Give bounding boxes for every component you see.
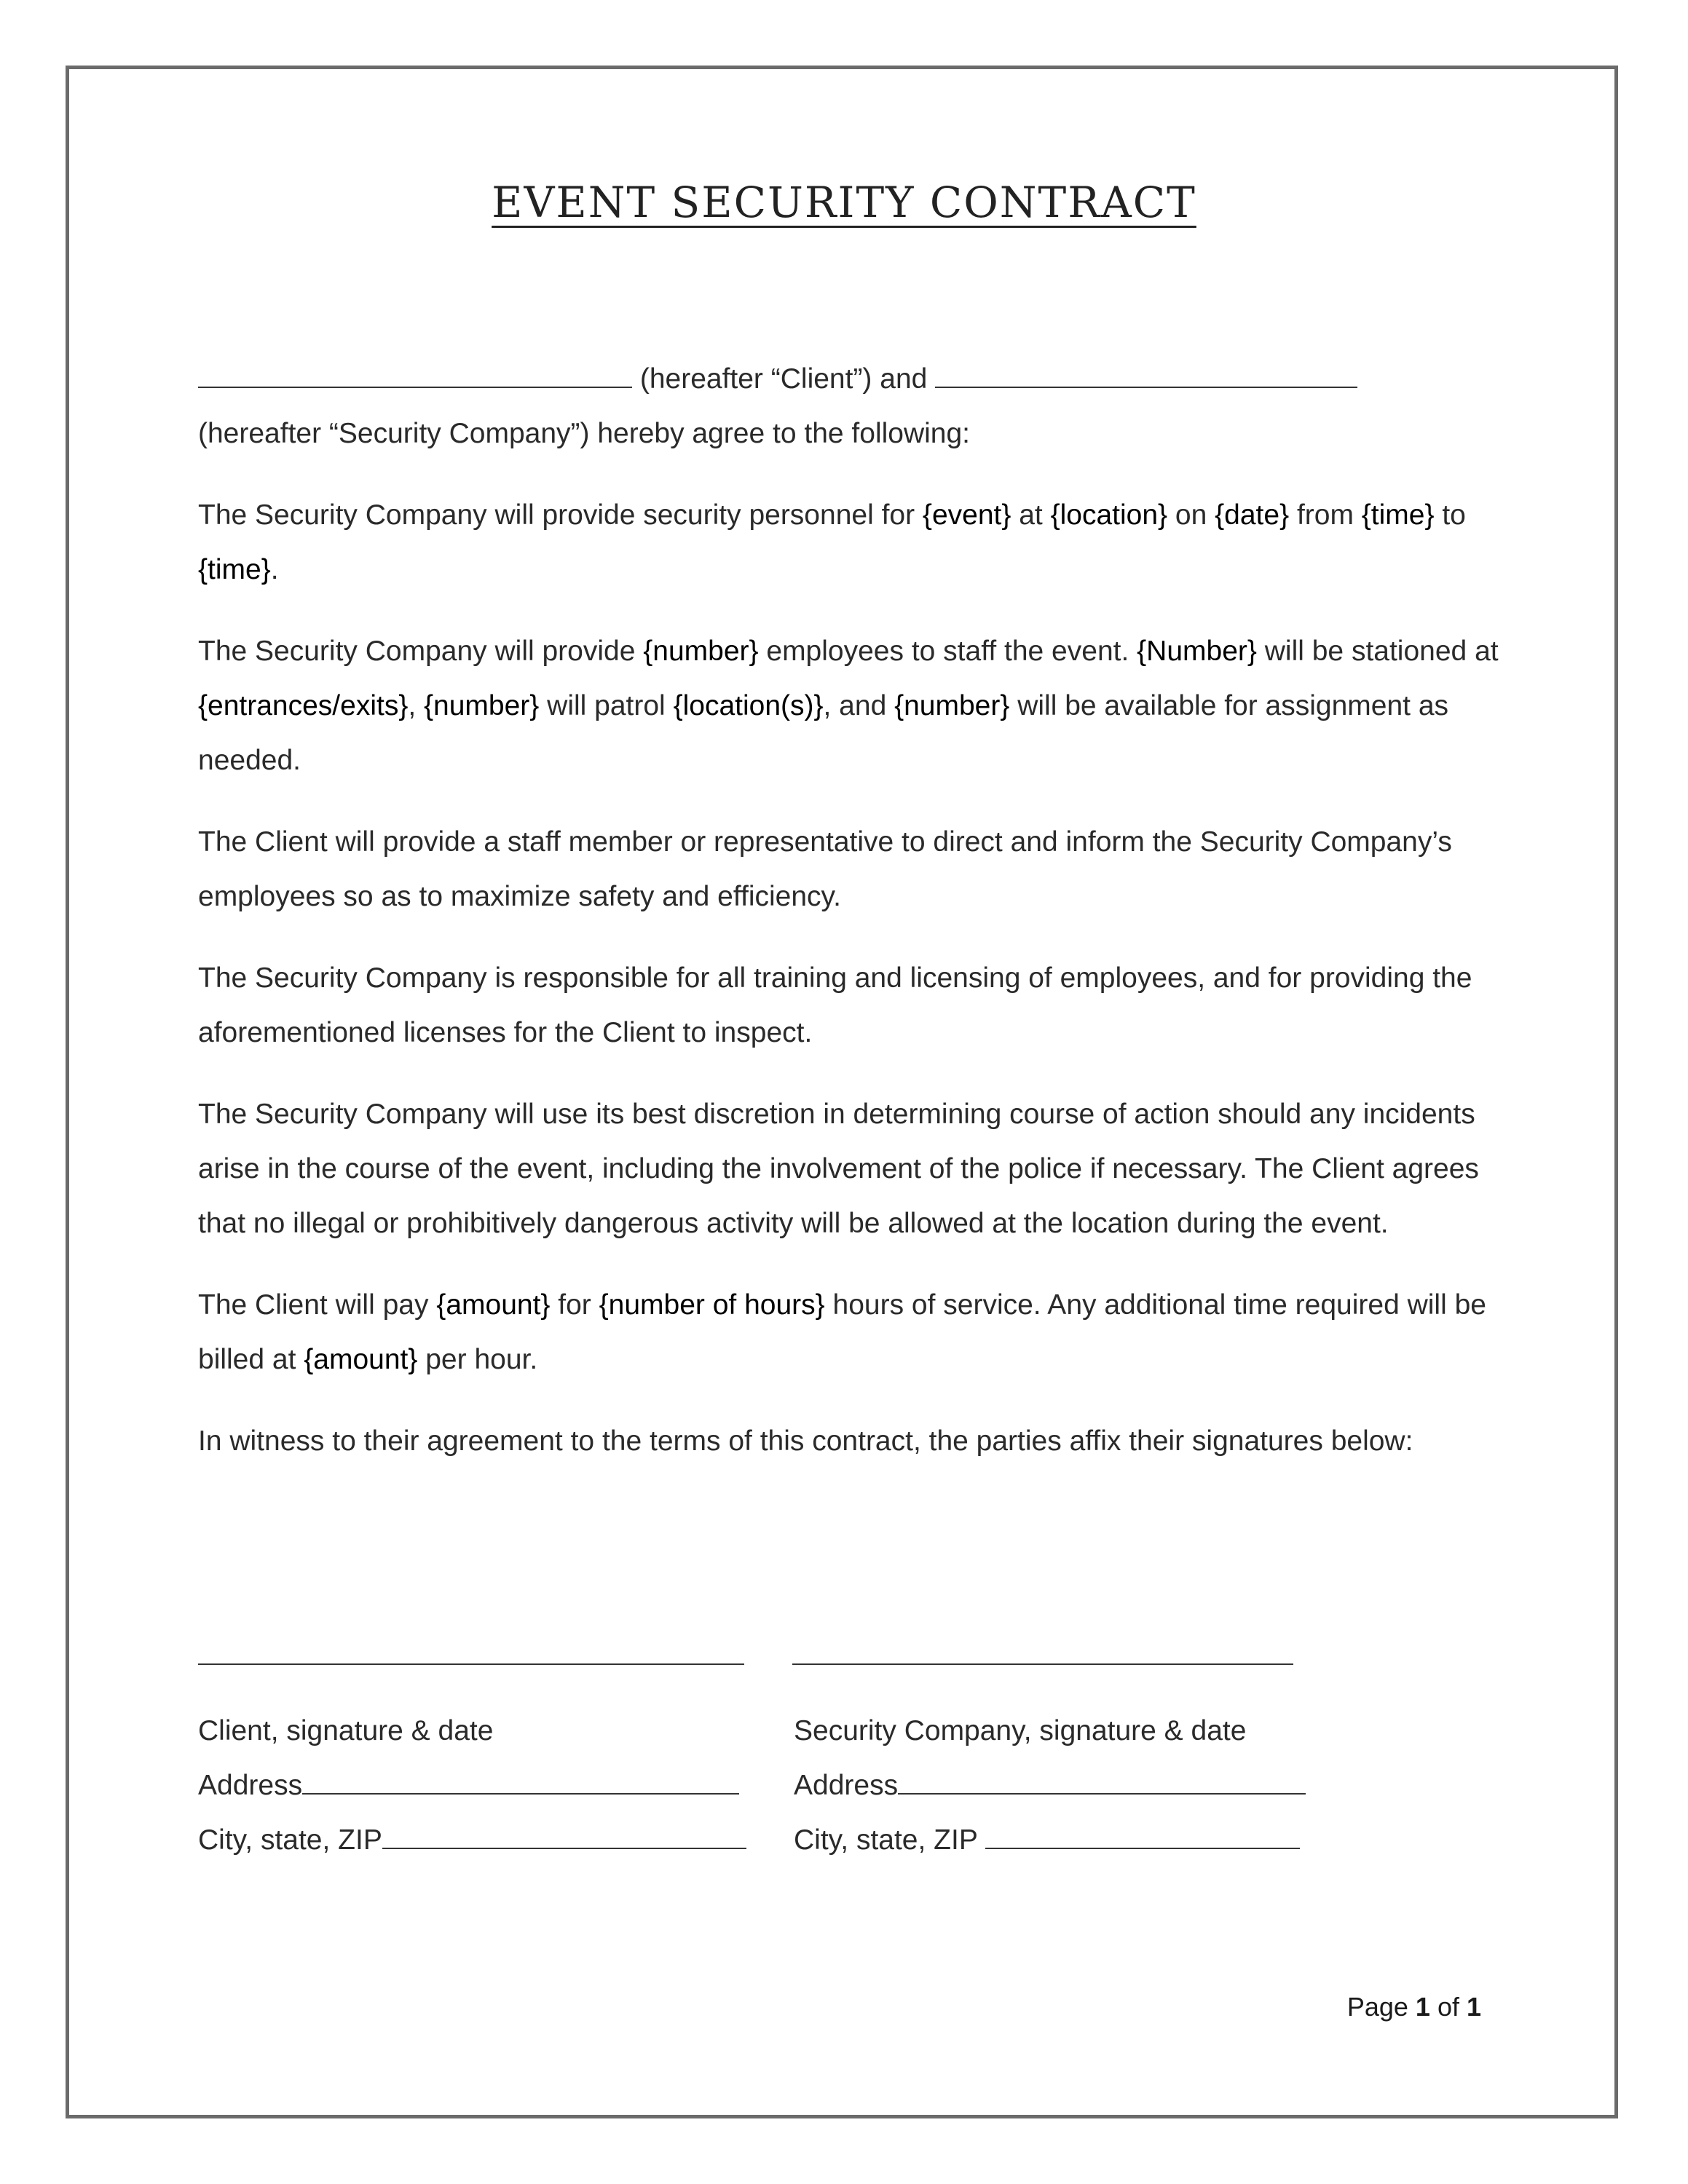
paragraph-payment — [198, 1278, 1502, 1387]
company-city-label: City, state, ZIP — [794, 1824, 985, 1856]
p6-text-4: per hour. — [417, 1344, 538, 1375]
client-address-row — [198, 1758, 746, 1813]
paragraph-client-representative: The Client will provide a staff member or representative to direct and inform the Security Company’s employees so as to maximize safety and efficiency. — [198, 826, 1452, 912]
paragraph-event-details — [198, 488, 1502, 597]
placeholder-start-time: {time} — [1361, 499, 1435, 531]
client-address-blank[interactable] — [302, 1792, 739, 1795]
paragraph-incidents: The Security Company will use its best discretion in determining course of action should any incidents arise in the course of the event, including the involvement of the police if necessary. The Client agrees that no illegal or prohibitively dangerous activity will be allowed at the location during the event. — [198, 1099, 1479, 1239]
placeholder-number-patrol: {number} — [424, 690, 540, 721]
placeholder-number-available: {number} — [894, 690, 1010, 721]
p2-text-3: will be stationed at — [1256, 636, 1499, 667]
client-signature-line[interactable] — [198, 1663, 744, 1665]
placeholder-number-of-hours: {number of hours} — [599, 1289, 825, 1321]
paragraph-training-licensing: The Security Company is responsible for all training and licensing of employees, and for providing the aforementioned licenses for the Client to inspect. — [198, 962, 1472, 1048]
p1-text-3: on — [1167, 499, 1215, 531]
p2-text-6: , and — [823, 690, 895, 721]
placeholder-locations: {location(s)} — [673, 690, 824, 721]
paragraph-staffing — [198, 624, 1502, 788]
client-city-blank[interactable] — [382, 1847, 746, 1849]
placeholder-date: {date} — [1215, 499, 1290, 531]
placeholder-end-time: {time} — [198, 554, 271, 585]
document-title-text: EVENT SECURITY CONTRACT — [492, 178, 1196, 227]
p6-text-1: The Client will pay — [198, 1289, 437, 1321]
company-name-blank[interactable] — [935, 386, 1357, 388]
company-signature-label: Security Company, signature & date — [794, 1715, 1247, 1746]
placeholder-location: {location} — [1050, 499, 1168, 531]
page-word: Page — [1346, 1992, 1416, 2022]
contract-body — [198, 352, 1502, 1495]
placeholder-amount: {amount} — [436, 1289, 551, 1321]
client-city-row — [198, 1813, 746, 1867]
p2-text-7: will be available for assignment as needed. — [198, 690, 1449, 776]
p1-text-2: at — [1011, 499, 1051, 531]
placeholder-hourly-amount: {amount} — [304, 1344, 418, 1375]
client-name-blank[interactable] — [198, 386, 632, 388]
client-signature-block — [198, 1704, 746, 1867]
company-address-blank[interactable] — [898, 1792, 1306, 1795]
company-address-label: Address — [794, 1770, 899, 1801]
p6-text-3: hours of service. Any additional time required will be billed at — [198, 1289, 1486, 1375]
company-signature-block — [794, 1704, 1306, 1867]
p2-text-2: employees to staff the event. — [758, 636, 1137, 667]
placeholder-event: {event} — [922, 499, 1011, 531]
company-city-row — [794, 1813, 1306, 1867]
p6-text-2: for — [550, 1289, 599, 1321]
client-city-label: City, state, ZIP — [198, 1824, 382, 1856]
p2-text-4: , — [408, 690, 425, 721]
p2-text-5: will patrol — [539, 690, 674, 721]
placeholder-number-employees: {number} — [643, 636, 759, 667]
intro-paragraph — [198, 352, 1502, 461]
paragraph-witness: In witness to their agreement to the terms of this contract, the parties affix their signatures below: — [198, 1425, 1413, 1457]
company-city-blank[interactable] — [985, 1847, 1300, 1849]
company-address-row — [794, 1758, 1306, 1813]
company-signature-line[interactable] — [792, 1663, 1293, 1665]
p2-text-1: The Security Company will provide — [198, 636, 644, 667]
document-title — [0, 178, 1688, 227]
p1-text-4: from — [1289, 499, 1362, 531]
page-number — [1347, 1992, 1481, 2022]
intro-line2: (hereafter “Security Company”) hereby agree to the following: — [198, 418, 971, 449]
client-address-label: Address — [198, 1770, 303, 1801]
client-signature-label: Client, signature & date — [198, 1715, 494, 1746]
current-page: 1 — [1415, 1992, 1430, 2022]
p1-text-1: The Security Company will provide security personnel for — [198, 499, 923, 531]
of-word: of — [1429, 1992, 1467, 2022]
placeholder-number-stationed: {Number} — [1137, 636, 1257, 667]
intro-hereafter-client: (hereafter “Client”) and — [632, 363, 936, 395]
p1-text-5: to — [1434, 499, 1466, 531]
total-pages: 1 — [1466, 1992, 1481, 2022]
p1-text-6: . — [270, 554, 279, 585]
placeholder-entrances-exits: {entrances/exits} — [198, 690, 409, 721]
